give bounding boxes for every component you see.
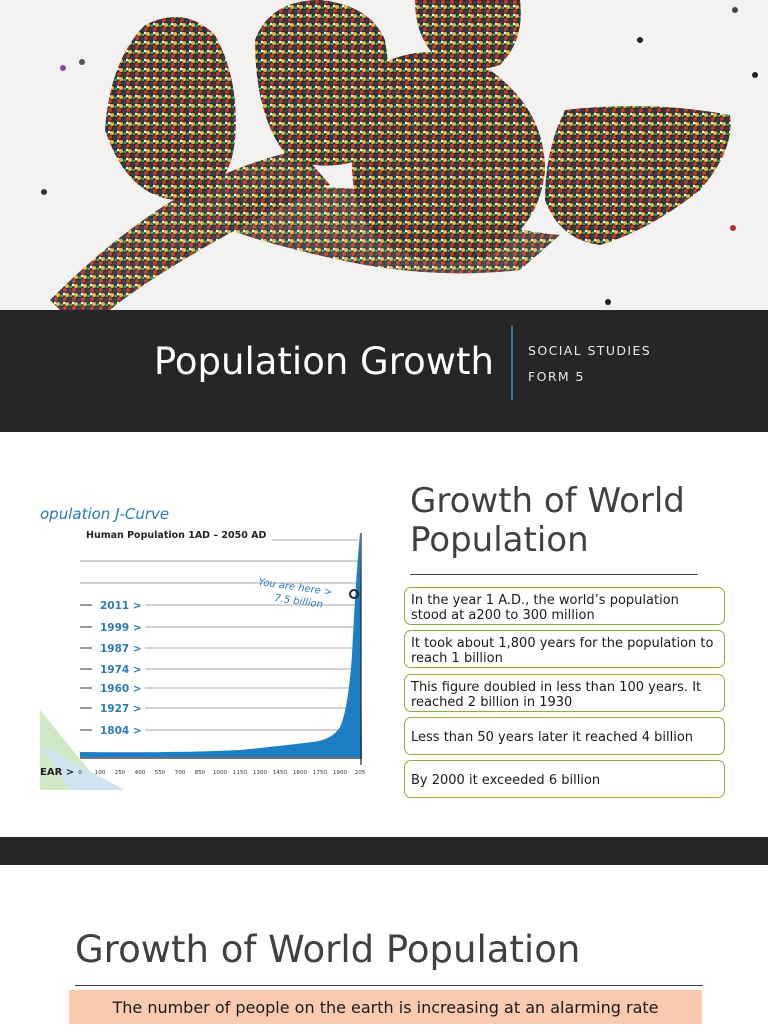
slide3-heading: Growth of World Population bbox=[75, 928, 581, 971]
population-j-curve-image bbox=[40, 495, 366, 793]
x-tick-label: 400 bbox=[134, 770, 146, 776]
year-marker: 1987 > bbox=[100, 643, 142, 655]
subtitle-form: FORM 5 bbox=[528, 369, 585, 384]
year-marker: 1999 > bbox=[100, 622, 142, 634]
year-marker: 1927 > bbox=[100, 703, 142, 715]
year-marker: 1804 > bbox=[100, 725, 142, 737]
fact-box bbox=[404, 717, 725, 755]
separator-band bbox=[0, 837, 768, 865]
fact-box bbox=[404, 674, 725, 712]
x-tick-label: 1900 bbox=[332, 770, 348, 776]
x-tick-label: 1750 bbox=[312, 770, 328, 776]
x-tick-label: 850 bbox=[194, 770, 206, 776]
fact-box bbox=[404, 587, 725, 625]
annotation-here: You are here > bbox=[257, 577, 333, 599]
x-tick-label: 1450 bbox=[272, 770, 288, 776]
x-tick-label: 1000 bbox=[212, 770, 228, 776]
x-tick-label: 1600 bbox=[292, 770, 308, 776]
fact-box bbox=[404, 760, 725, 798]
title-divider bbox=[511, 326, 513, 400]
x-axis-label: EAR > bbox=[40, 767, 75, 778]
fact-box bbox=[404, 630, 725, 668]
fact-text: Less than 50 years later it reached 4 billion bbox=[411, 730, 694, 745]
x-tick-label: 250 bbox=[114, 770, 126, 776]
year-marker: 1960 > bbox=[100, 683, 142, 695]
x-tick-label: 1150 bbox=[232, 770, 248, 776]
alarming-rate-banner: The number of people on the earth is increasing at an alarming rate bbox=[69, 990, 702, 1024]
slide-title: Population Growth bbox=[153, 340, 494, 383]
x-tick-label: 205 bbox=[354, 770, 366, 776]
year-marker: 2011 > bbox=[100, 600, 142, 612]
x-tick-label: 550 bbox=[154, 770, 166, 776]
subtitle-course: SOCIAL STUDIES bbox=[528, 343, 652, 358]
x-tick-label: 0 bbox=[78, 770, 82, 776]
year-marker: 1974 > bbox=[100, 664, 142, 676]
annotation-value: 7.5 billion bbox=[273, 593, 324, 611]
x-tick-label: 700 bbox=[174, 770, 186, 776]
growth-heading: Growth of World Population bbox=[410, 481, 685, 560]
fact-text: In the year 1 A.D., the world’s population stood at a200 to 300 million bbox=[411, 592, 679, 623]
chart-subtitle: Human Population 1AD – 2050 AD bbox=[86, 530, 267, 541]
fact-text: It took about 1,800 years for the population to reach 1 billion bbox=[411, 635, 714, 666]
heading-rule bbox=[410, 574, 698, 575]
crowd-photo bbox=[0, 0, 768, 310]
slide3-rule bbox=[75, 985, 703, 986]
fact-text: This figure doubled in less than 100 years. It reached 2 billion in 1930 bbox=[411, 679, 702, 710]
x-tick-label: 100 bbox=[94, 770, 106, 776]
fact-text: By 2000 it exceeded 6 billion bbox=[411, 773, 601, 788]
x-tick-label: 1300 bbox=[252, 770, 268, 776]
chart-title: opulation J-Curve bbox=[40, 505, 170, 523]
